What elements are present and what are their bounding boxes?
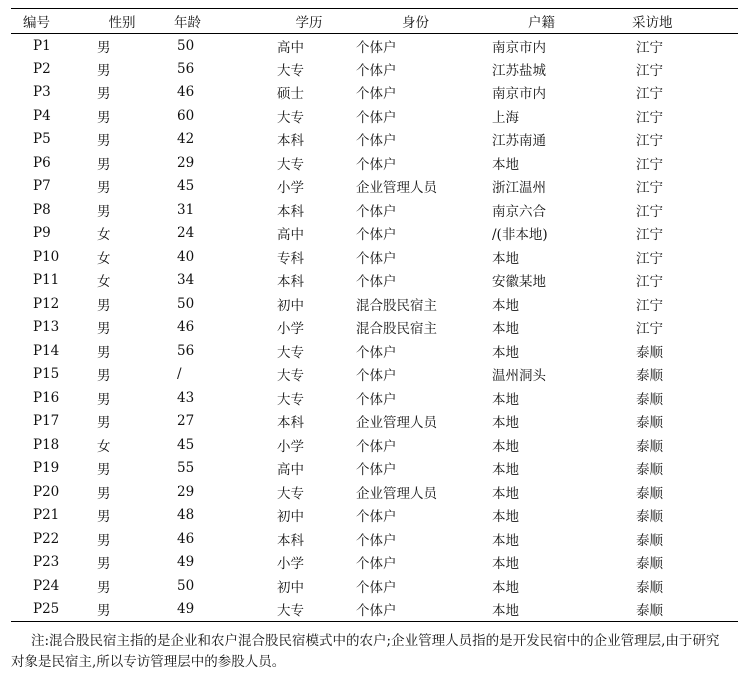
cell-education: 小学 bbox=[277, 556, 304, 573]
cell-interview-location: 泰顺 bbox=[636, 368, 663, 385]
cell-identity: 个体户 bbox=[356, 274, 397, 291]
cell-household-registration: 江苏南通 bbox=[492, 133, 546, 150]
cell-identity: 个体户 bbox=[356, 532, 397, 549]
table-row bbox=[11, 292, 738, 316]
cell-household-registration: 南京市内 bbox=[492, 86, 546, 103]
cell-interview-location: 泰顺 bbox=[636, 579, 663, 596]
cell-household-registration: 温州洞头 bbox=[492, 368, 546, 385]
table-row bbox=[11, 551, 738, 575]
table-row bbox=[11, 222, 738, 246]
cell-age: 46 bbox=[177, 530, 195, 547]
cell-education: 大专 bbox=[277, 156, 304, 173]
cell-id: P9 bbox=[33, 225, 51, 242]
cell-id: P20 bbox=[33, 483, 60, 500]
cell-id: P2 bbox=[33, 60, 51, 77]
cell-household-registration: 江苏盐城 bbox=[492, 62, 546, 79]
cell-education: 初中 bbox=[277, 579, 304, 596]
table-body bbox=[11, 34, 738, 622]
cell-interview-location: 江宁 bbox=[636, 133, 663, 150]
cell-education: 硕士 bbox=[277, 86, 304, 103]
cell-id: P23 bbox=[33, 554, 60, 571]
cell-identity: 个体户 bbox=[356, 462, 397, 479]
cell-id: P24 bbox=[33, 577, 60, 594]
cell-gender: 男 bbox=[97, 297, 111, 314]
table-row bbox=[11, 504, 738, 528]
cell-identity: 企业管理人员 bbox=[356, 180, 437, 197]
table-row bbox=[11, 363, 738, 387]
cell-interview-location: 江宁 bbox=[636, 156, 663, 173]
cell-age: 29 bbox=[177, 154, 195, 171]
cell-education: 高中 bbox=[277, 462, 304, 479]
cell-interview-location: 泰顺 bbox=[636, 509, 663, 526]
cell-household-registration: 本地 bbox=[492, 438, 519, 455]
table-row bbox=[11, 34, 738, 58]
cell-id: P10 bbox=[33, 248, 60, 265]
cell-gender: 男 bbox=[97, 180, 111, 197]
cell-id: P17 bbox=[33, 413, 60, 430]
table-row bbox=[11, 245, 738, 269]
cell-gender: 男 bbox=[97, 532, 111, 549]
table-row bbox=[11, 457, 738, 481]
cell-identity: 个体户 bbox=[356, 86, 397, 103]
cell-id: P4 bbox=[33, 107, 51, 124]
cell-gender: 男 bbox=[97, 109, 111, 126]
cell-interview-location: 江宁 bbox=[636, 62, 663, 79]
cell-gender: 男 bbox=[97, 368, 111, 385]
cell-identity: 企业管理人员 bbox=[356, 485, 437, 502]
cell-interview-location: 泰顺 bbox=[636, 462, 663, 479]
cell-age: 46 bbox=[177, 84, 195, 101]
cell-age: 31 bbox=[177, 201, 195, 218]
cell-id: P6 bbox=[33, 154, 51, 171]
column-header-education: 学历 bbox=[295, 15, 323, 31]
cell-household-registration: 安徽某地 bbox=[492, 274, 546, 291]
cell-age: 60 bbox=[177, 107, 195, 124]
cell-gender: 男 bbox=[97, 203, 111, 220]
cell-age: 24 bbox=[177, 225, 195, 242]
cell-identity: 个体户 bbox=[356, 62, 397, 79]
cell-id: P19 bbox=[33, 460, 60, 477]
table-header bbox=[11, 9, 738, 34]
cell-education: 高中 bbox=[277, 39, 304, 56]
cell-household-registration: 南京六合 bbox=[492, 203, 546, 220]
cell-gender: 女 bbox=[97, 274, 111, 291]
cell-id: P8 bbox=[33, 201, 51, 218]
cell-interview-location: 江宁 bbox=[636, 203, 663, 220]
cell-household-registration: 上海 bbox=[492, 109, 519, 126]
cell-education: 大专 bbox=[277, 344, 304, 361]
cell-identity: 个体户 bbox=[356, 368, 397, 385]
cell-education: 本科 bbox=[277, 203, 304, 220]
note-line-1: 注:混合股民宿主指的是企业和农户混合股民宿模式中的农户;企业管理人员指的是开发民宿中的企业管理层,由于研究 bbox=[31, 633, 720, 649]
table-row bbox=[11, 81, 738, 105]
header-row bbox=[11, 9, 738, 34]
cell-household-registration: 本地 bbox=[492, 344, 519, 361]
cell-interview-location: 泰顺 bbox=[636, 438, 663, 455]
cell-id: P11 bbox=[33, 272, 60, 289]
cell-gender: 男 bbox=[97, 415, 111, 432]
cell-identity: 个体户 bbox=[356, 391, 397, 408]
cell-id: P18 bbox=[33, 436, 60, 453]
cell-gender: 男 bbox=[97, 86, 111, 103]
cell-education: 小学 bbox=[277, 180, 304, 197]
table-row bbox=[11, 480, 738, 504]
cell-id: P3 bbox=[33, 84, 51, 101]
cell-age: 29 bbox=[177, 483, 195, 500]
cell-id: P13 bbox=[33, 319, 60, 336]
cell-interview-location: 江宁 bbox=[636, 227, 663, 244]
cell-identity: 个体户 bbox=[356, 556, 397, 573]
cell-household-registration: /(非本地) bbox=[492, 227, 548, 244]
cell-identity: 个体户 bbox=[356, 438, 397, 455]
cell-household-registration: 本地 bbox=[492, 462, 519, 479]
cell-id: P1 bbox=[33, 37, 51, 54]
cell-id: P7 bbox=[33, 178, 51, 195]
interviewee-table-container bbox=[11, 8, 729, 622]
cell-household-registration: 本地 bbox=[482, 598, 601, 622]
cell-interview-location: 泰顺 bbox=[636, 485, 663, 502]
cell-education: 本科 bbox=[277, 133, 304, 150]
cell-id: P5 bbox=[33, 131, 51, 148]
cell-education: 小学 bbox=[277, 438, 304, 455]
cell-gender: 女 bbox=[97, 438, 111, 455]
cell-identity: 个体户 bbox=[356, 344, 397, 361]
cell-age: / bbox=[177, 366, 182, 383]
table-row bbox=[11, 316, 738, 340]
cell-identity: 个体户 bbox=[349, 598, 482, 622]
cell-gender: 女 bbox=[97, 250, 111, 267]
cell-identity: 个体户 bbox=[356, 156, 397, 173]
cell-gender: 男 bbox=[91, 598, 153, 622]
cell-education: 本科 bbox=[277, 415, 304, 432]
cell-education: 本科 bbox=[277, 274, 304, 291]
column-header-identity: 身份 bbox=[402, 15, 429, 31]
cell-education: 大专 bbox=[277, 391, 304, 408]
table-row bbox=[11, 151, 738, 175]
cell-gender: 男 bbox=[97, 462, 111, 479]
cell-age: 50 bbox=[177, 37, 195, 54]
cell-interview-location: 泰顺 bbox=[636, 344, 663, 361]
column-header-id: 编号 bbox=[23, 15, 50, 31]
cell-identity: 企业管理人员 bbox=[356, 415, 437, 432]
cell-interview-location: 泰顺 bbox=[636, 391, 663, 408]
cell-age: 27 bbox=[177, 413, 195, 430]
cell-household-registration: 浙江温州 bbox=[492, 180, 546, 197]
cell-household-registration: 本地 bbox=[492, 321, 519, 338]
cell-identity: 混合股民宿主 bbox=[356, 321, 437, 338]
cell-gender: 男 bbox=[97, 556, 111, 573]
note-line-2: 对象是民宿主,所以专访管理层中的参股人员。 bbox=[11, 654, 286, 670]
table-row bbox=[11, 104, 738, 128]
cell-id: P14 bbox=[33, 342, 60, 359]
cell-education: 初中 bbox=[277, 509, 304, 526]
cell-age: 46 bbox=[177, 319, 195, 336]
table-row bbox=[11, 574, 738, 598]
table-row bbox=[11, 57, 738, 81]
cell-education: 大专 bbox=[277, 485, 304, 502]
cell-age: 49 bbox=[153, 598, 269, 622]
cell-identity: 个体户 bbox=[356, 133, 397, 150]
cell-household-registration: 本地 bbox=[492, 297, 519, 314]
cell-identity: 个体户 bbox=[356, 109, 397, 126]
cell-education: 大专 bbox=[277, 368, 304, 385]
cell-id: P15 bbox=[33, 366, 60, 383]
cell-household-registration: 本地 bbox=[492, 509, 519, 526]
cell-identity: 个体户 bbox=[356, 509, 397, 526]
cell-age: 48 bbox=[177, 507, 195, 524]
cell-education: 高中 bbox=[277, 227, 304, 244]
cell-interview-location: 江宁 bbox=[636, 297, 663, 314]
cell-identity: 混合股民宿主 bbox=[356, 297, 437, 314]
cell-gender: 男 bbox=[97, 485, 111, 502]
table-row bbox=[11, 527, 738, 551]
table-row bbox=[11, 175, 738, 199]
cell-age: 50 bbox=[177, 577, 195, 594]
cell-household-registration: 本地 bbox=[492, 250, 519, 267]
cell-education: 大专 bbox=[277, 109, 304, 126]
cell-id: P21 bbox=[33, 507, 60, 524]
cell-household-registration: 本地 bbox=[492, 391, 519, 408]
cell-interview-location: 泰顺 bbox=[636, 532, 663, 549]
cell-interview-location: 江宁 bbox=[636, 86, 663, 103]
cell-gender: 男 bbox=[97, 62, 111, 79]
cell-interview-location: 江宁 bbox=[636, 109, 663, 126]
cell-household-registration: 本地 bbox=[492, 415, 519, 432]
cell-age: 55 bbox=[177, 460, 195, 477]
cell-household-registration: 本地 bbox=[492, 156, 519, 173]
cell-identity: 个体户 bbox=[356, 227, 397, 244]
table-row bbox=[11, 598, 738, 622]
cell-household-registration: 南京市内 bbox=[492, 39, 546, 56]
cell-household-registration: 本地 bbox=[492, 485, 519, 502]
cell-gender: 男 bbox=[97, 321, 111, 338]
cell-household-registration: 本地 bbox=[492, 556, 519, 573]
cell-age: 50 bbox=[177, 295, 195, 312]
cell-interview-location: 泰顺 bbox=[601, 598, 738, 622]
cell-age: 49 bbox=[177, 554, 195, 571]
cell-age: 56 bbox=[177, 60, 195, 77]
cell-age: 34 bbox=[177, 272, 195, 289]
table-note bbox=[11, 631, 729, 673]
cell-age: 42 bbox=[177, 131, 195, 148]
cell-education: 初中 bbox=[277, 297, 304, 314]
cell-interview-location: 泰顺 bbox=[636, 556, 663, 573]
column-header-gender: 性别 bbox=[108, 15, 136, 31]
table-row bbox=[11, 433, 738, 457]
column-header-interview-location: 采访地 bbox=[632, 15, 673, 31]
cell-age: 45 bbox=[177, 436, 195, 453]
cell-identity: 个体户 bbox=[356, 39, 397, 56]
cell-id: P16 bbox=[33, 389, 60, 406]
table-row bbox=[11, 128, 738, 152]
cell-age: 43 bbox=[177, 389, 195, 406]
cell-gender: 男 bbox=[97, 156, 111, 173]
cell-gender: 男 bbox=[97, 344, 111, 361]
cell-education: 专科 bbox=[277, 250, 304, 267]
interviewee-table bbox=[11, 8, 738, 622]
column-header-household-registration: 户籍 bbox=[528, 15, 555, 31]
cell-gender: 男 bbox=[97, 133, 111, 150]
cell-education: 大专 bbox=[269, 598, 349, 622]
cell-education: 大专 bbox=[277, 62, 304, 79]
cell-gender: 男 bbox=[97, 39, 111, 56]
cell-interview-location: 江宁 bbox=[636, 274, 663, 291]
cell-gender: 男 bbox=[97, 509, 111, 526]
cell-education: 本科 bbox=[277, 532, 304, 549]
table-row bbox=[11, 198, 738, 222]
cell-household-registration: 本地 bbox=[492, 579, 519, 596]
column-header-age: 年龄 bbox=[174, 15, 201, 31]
cell-interview-location: 江宁 bbox=[636, 39, 663, 56]
cell-education: 小学 bbox=[277, 321, 304, 338]
table-row bbox=[11, 386, 738, 410]
cell-gender: 男 bbox=[97, 391, 111, 408]
table-row bbox=[11, 339, 738, 363]
cell-age: 45 bbox=[177, 178, 195, 195]
cell-household-registration: 本地 bbox=[492, 532, 519, 549]
cell-id: P25 bbox=[11, 598, 91, 622]
cell-interview-location: 江宁 bbox=[636, 321, 663, 338]
table-row bbox=[11, 410, 738, 434]
cell-interview-location: 江宁 bbox=[636, 180, 663, 197]
table-row bbox=[11, 269, 738, 293]
cell-identity: 个体户 bbox=[356, 579, 397, 596]
cell-gender: 女 bbox=[97, 227, 111, 244]
cell-interview-location: 江宁 bbox=[636, 250, 663, 267]
cell-id: P12 bbox=[33, 295, 60, 312]
cell-identity: 个体户 bbox=[356, 250, 397, 267]
cell-age: 56 bbox=[177, 342, 195, 359]
cell-interview-location: 泰顺 bbox=[636, 415, 663, 432]
cell-age: 40 bbox=[177, 248, 195, 265]
cell-identity: 个体户 bbox=[356, 203, 397, 220]
cell-id: P22 bbox=[33, 530, 60, 547]
cell-gender: 男 bbox=[97, 579, 111, 596]
